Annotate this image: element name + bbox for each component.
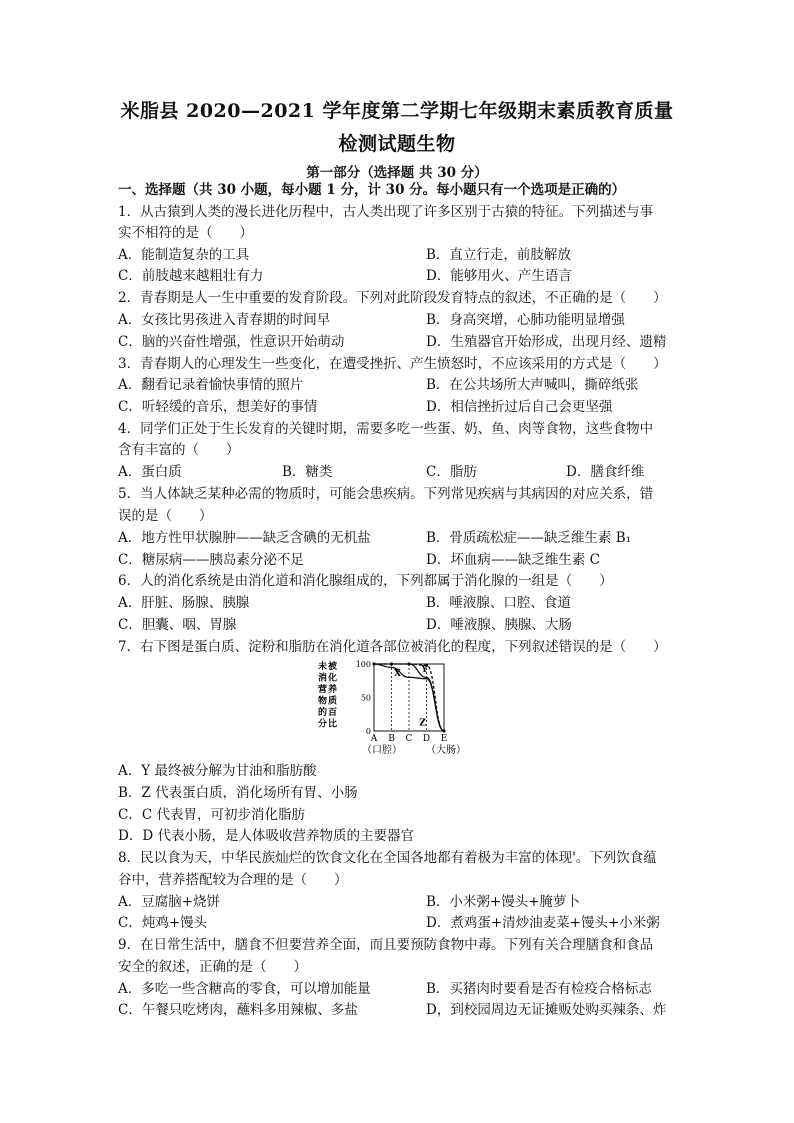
q8-stem-line2: 谷中，营养搭配较为合理的是（ ） bbox=[118, 872, 348, 888]
paper-title-line1: 米脂县 2020—2021 学年度第二学期七年级期末素质教育质量 bbox=[120, 100, 674, 122]
q6-option-d: D．唾液腺、胰腺、大肠 bbox=[426, 617, 572, 633]
q3-option-b: B．在公共场所大声喊叫，撕碎纸张 bbox=[426, 377, 639, 393]
chart-curve-labels bbox=[394, 665, 428, 729]
chart-x-ticks bbox=[370, 734, 448, 744]
ylabel-char: 养 bbox=[328, 685, 338, 695]
q5-stem-line1: 5．当人体缺乏某种必需的物质时，可能会患疾病。下列常见疾病与其病因的对应关系，错 bbox=[118, 486, 654, 502]
q5-option-c: C．糖尿病——胰岛素分泌不足 bbox=[118, 552, 304, 568]
q9-option-b: B．买猪肉时要看是否有检疫合格标志 bbox=[426, 981, 652, 997]
ylabel-char: 消 bbox=[318, 673, 328, 684]
ylabel-char: 化 bbox=[328, 673, 338, 684]
ylabel-char: 物 bbox=[318, 696, 328, 707]
q3-option-a: A．翻看记录着愉快事情的照片 bbox=[118, 377, 304, 393]
q4-stem-line2: 含有丰富的（ ） bbox=[118, 442, 240, 458]
q5-option-b: B．骨质疏松症——缺乏维生素 B₁ bbox=[426, 530, 632, 546]
q8-option-d: D．煮鸡蛋+清炒油麦菜+馒头+小米粥 bbox=[426, 915, 660, 931]
curve-label-Z: Z bbox=[419, 718, 426, 729]
y-tick-label: 50 bbox=[360, 693, 371, 703]
ylabel-char: 分 bbox=[318, 719, 328, 730]
q4-stem-line1: 4．同学们正处于生长发育的关键时期，需要多吃一些蛋、奶、鱼、肉等食物，这些食物中 bbox=[118, 421, 654, 437]
q3-option-d: D．相信挫折过后自己会更坚强 bbox=[426, 399, 613, 415]
q2-option-d: D．生殖器官开始形成，出现月经、遗精 bbox=[426, 334, 667, 350]
q8-option-c: C．炖鸡+馒头 bbox=[118, 915, 208, 931]
q7-option-b: B．Z 代表蛋白质，消化场所有胃、小肠 bbox=[118, 785, 358, 801]
q6-stem-line1: 6．人的消化系统是由消化道和消化腺组成的，下列都属于消化腺的一组是（ ） bbox=[118, 573, 613, 589]
q4-option-a: A．蛋白质 bbox=[118, 464, 182, 480]
curve-label-Y: Y bbox=[421, 665, 428, 676]
q5-stem-line2: 误的是（ ） bbox=[118, 508, 213, 524]
paper-title-line2: 检测试题生物 bbox=[338, 133, 456, 155]
chart-y-ticks bbox=[356, 660, 371, 736]
q9-option-c: C．午餐只吃烤肉，蘸料多用辣椒、多盐 bbox=[118, 1002, 358, 1018]
q1-stem-line2: 实不相符的是（ ） bbox=[118, 225, 253, 241]
q4-option-c: C．脂肪 bbox=[426, 464, 477, 480]
x-tick-label: B bbox=[388, 734, 395, 744]
chart-label-mouth: （口腔） bbox=[362, 745, 402, 756]
q8-option-b: B．小米粥+馒头+腌萝卜 bbox=[426, 894, 581, 910]
ylabel-char: 质 bbox=[328, 696, 338, 707]
section-heading: 第一部分（选择题 共 30 分） bbox=[306, 165, 488, 181]
q5-option-d: D．坏血病——缺乏维生素 C bbox=[426, 552, 600, 568]
q5-option-a: A．地方性甲状腺肿——缺乏含碘的无机盐 bbox=[118, 530, 371, 546]
q6-option-b: B．唾液腺、口腔、食道 bbox=[426, 595, 571, 611]
chart-ylabel bbox=[317, 660, 338, 730]
q8-stem-line1: 8．民以食为天，中华民族灿烂的饮食文化在全国各地都有着极为丰富的体现'。下列饮食蕴 bbox=[118, 850, 657, 866]
chart-label-large-intestine: （大肠） bbox=[426, 745, 466, 756]
ylabel-char: 比 bbox=[328, 719, 338, 730]
q9-stem-line1: 9．在日常生活中，膳食不但要营养全面，而且要预防食物中毒。下列有关合理膳食和食品 bbox=[118, 937, 654, 953]
q2-stem-line1: 2．青春期是人一生中重要的发育阶段。下列对此阶段发育特点的叙述，不正确的是（ ） bbox=[118, 290, 667, 306]
x-tick-label: C bbox=[405, 734, 413, 744]
q8-option-a: A．豆腐脑+烧饼 bbox=[118, 894, 221, 910]
q7-option-d: D．D 代表小肠，是人体吸收营养物质的主要器官 bbox=[118, 828, 414, 844]
q4-option-b: B．糖类 bbox=[282, 464, 333, 480]
q7-option-a: A．Y 最终被分解为甘油和脂肪酸 bbox=[118, 763, 317, 779]
q2-option-c: C．脑的兴奋性增强，性意识开始萌动 bbox=[118, 334, 345, 350]
ylabel-char: 被 bbox=[328, 662, 338, 672]
x-tick-label: A bbox=[370, 734, 378, 744]
q2-option-b: B．身高突增，心肺功能明显增强 bbox=[426, 312, 625, 328]
q6-option-c: C．胆囊、咽、胃腺 bbox=[118, 617, 237, 633]
instructions: 一、选择题（共 30 小题，每小题 1 分，计 30 分。每小题只有一个选项是正确的） bbox=[118, 182, 626, 198]
q1-option-c: C．前肢越来越粗壮有力 bbox=[118, 268, 264, 284]
x-tick-label: D bbox=[422, 734, 431, 744]
q7-stem-line1: 7．右下图是蛋白质、淀粉和脂肪在消化道各部位被消化的程度，下列叙述错误的是（ ） bbox=[118, 639, 667, 655]
q3-stem-line1: 3．青春期人的心理发生一些变化，在遭受挫折、产生愤怒时，不应该采用的方式是（ ） bbox=[118, 356, 667, 372]
digestion-chart bbox=[316, 660, 476, 760]
q1-option-b: B．直立行走，前肢解放 bbox=[426, 247, 571, 263]
q4-option-d: D．膳食纤维 bbox=[566, 464, 645, 480]
q3-option-c: C．听轻缓的音乐，想美好的事情 bbox=[118, 399, 318, 415]
x-tick-label: E bbox=[440, 734, 448, 744]
q7-option-c: C．C 代表胃，可初步消化脂肪 bbox=[118, 807, 305, 823]
ylabel-char: 百 bbox=[328, 708, 338, 718]
q9-stem-line2: 安全的叙述，正确的是（ ） bbox=[118, 959, 307, 975]
q9-option-a: A．多吃一些含糖高的零食，可以增加能量 bbox=[118, 981, 371, 997]
q2-option-a: A．女孩比男孩进入青春期的时间早 bbox=[118, 312, 331, 328]
ylabel-char: 未 bbox=[318, 662, 328, 672]
q9-option-d: D，到校园周边无证摊贩处购买辣条、炸 bbox=[426, 1002, 667, 1018]
y-tick-label: 0 bbox=[365, 727, 371, 736]
ylabel-char: 营 bbox=[318, 685, 328, 695]
q1-option-d: D．能够用火、产生语言 bbox=[426, 268, 572, 284]
curve-label-X: X bbox=[394, 669, 401, 680]
q1-stem-line1: 1．从古猿到人类的漫长进化历程中，古人类出现了许多区别于古猿的特征。下列描述与事 bbox=[118, 204, 654, 220]
ylabel-char: 的 bbox=[318, 708, 328, 718]
q1-option-a: A．能制造复杂的工具 bbox=[118, 247, 250, 263]
y-tick-label: 100 bbox=[355, 660, 371, 669]
q6-option-a: A．肝脏、肠腺、胰腺 bbox=[118, 595, 250, 611]
